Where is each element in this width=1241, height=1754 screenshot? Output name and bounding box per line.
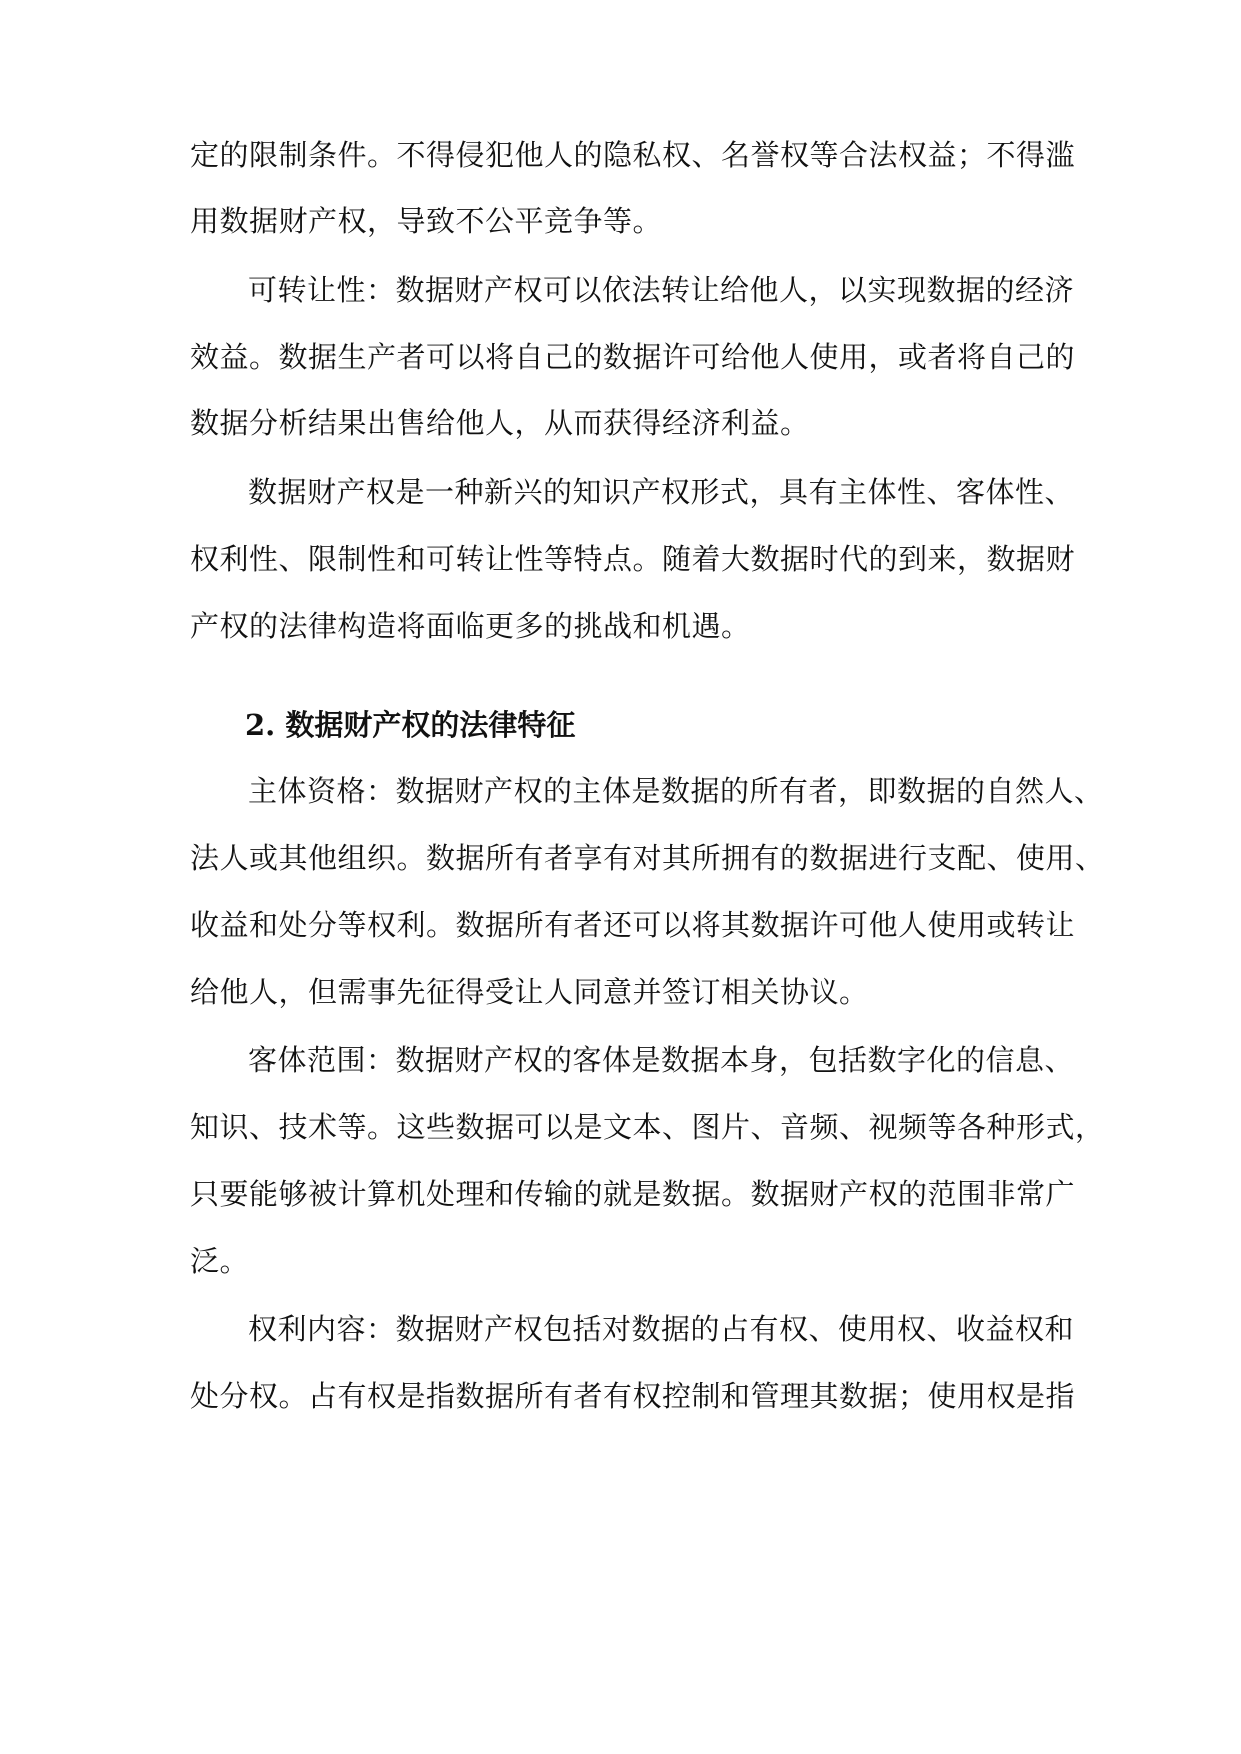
paragraph-line: 知识、技术等。这些数据可以是文本、图片、音频、视频等各种形式， bbox=[190, 1110, 1105, 1144]
paragraph-line: 处分权。占有权是指数据所有者有权控制和管理其数据；使用权是指 bbox=[190, 1379, 1076, 1413]
paragraph-line: 只要能够被计算机处理和传输的就是数据。数据财产权的范围非常广 bbox=[190, 1177, 1076, 1211]
paragraph-line: 客体范围：数据财产权的客体是数据本身，包括数字化的信息、 bbox=[248, 1043, 1075, 1077]
paragraph-line: 主体资格：数据财产权的主体是数据的所有者，即数据的自然人、 bbox=[248, 774, 1104, 808]
paragraph-line: 定的限制条件。不得侵犯他人的隐私权、名誉权等合法权益；不得滥 bbox=[190, 138, 1076, 172]
paragraph-line: 权利内容：数据财产权包括对数据的占有权、使用权、收益权和 bbox=[248, 1312, 1075, 1346]
paragraph-line: 用数据财产权，导致不公平竞争等。 bbox=[190, 204, 663, 238]
paragraph-line: 权利性、限制性和可转让性等特点。随着大数据时代的到来，数据财 bbox=[190, 542, 1076, 576]
paragraph-line: 法人或其他组织。数据所有者享有对其所拥有的数据进行支配、使用、 bbox=[190, 841, 1105, 875]
paragraph-line: 泛。 bbox=[190, 1244, 250, 1278]
paragraph-line: 数据分析结果出售给他人，从而获得经济利益。 bbox=[190, 406, 810, 440]
paragraph-line: 可转让性：数据财产权可以依法转让给他人，以实现数据的经济 bbox=[248, 273, 1075, 307]
paragraph-line: 产权的法律构造将面临更多的挑战和机遇。 bbox=[190, 609, 751, 643]
paragraph-line: 数据财产权是一种新兴的知识产权形式，具有主体性、客体性、 bbox=[248, 475, 1075, 509]
paragraph-line: 收益和处分等权利。数据所有者还可以将其数据许可他人使用或转让 bbox=[190, 908, 1076, 942]
paragraph-line: 效益。数据生产者可以将自己的数据许可给他人使用，或者将自己的 bbox=[190, 340, 1076, 374]
paragraph-line: 给他人，但需事先征得受让人同意并签订相关协议。 bbox=[190, 975, 869, 1009]
section-heading: 2. 数据财产权的法律特征 bbox=[245, 708, 576, 742]
